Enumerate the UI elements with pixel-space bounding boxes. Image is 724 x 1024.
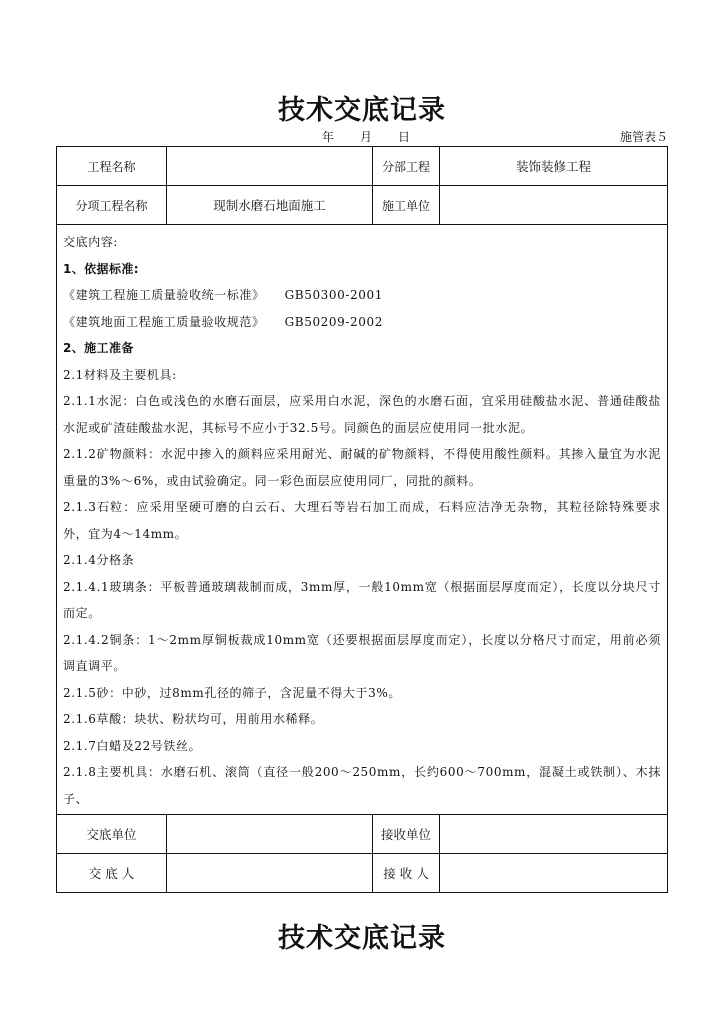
paragraph: 2.1.8主要机具：水磨石机、滚筒（直径一般200～250mm，长约600～700mm，混凝土或铁制）、木抹子、 xyxy=(63,765,661,806)
date-month: 月 xyxy=(360,130,373,144)
date-day: 日 xyxy=(398,130,411,144)
project-name-value xyxy=(167,147,373,186)
footer-row-units xyxy=(57,815,668,854)
paragraph: 2.1.4分格条 xyxy=(63,553,135,567)
handover-unit-label: 交底单位 xyxy=(57,815,167,854)
footer-row-persons xyxy=(57,854,668,893)
receiving-unit-value xyxy=(440,815,668,854)
receiver-value xyxy=(440,854,668,893)
page-title: 技术交底记录 xyxy=(278,95,446,126)
standard-1-code: GB50300-2001 xyxy=(284,288,383,302)
contractor-label: 施工单位 xyxy=(373,186,440,225)
handover-person-label: 交 底 人 xyxy=(57,854,167,893)
receiver-label: 接 收 人 xyxy=(373,854,440,893)
section-heading-preparation: 2、施工准备 xyxy=(63,341,134,355)
disclosure-form xyxy=(56,146,668,893)
content-row xyxy=(57,225,668,815)
handover-unit-value xyxy=(167,815,373,854)
standard-2-code: GB50209-2002 xyxy=(284,314,383,329)
header-row-project xyxy=(57,147,668,186)
receiving-unit-label: 接收单位 xyxy=(373,815,440,854)
header-row-subproject xyxy=(57,186,668,225)
paragraph: 2.1.3石粒：应采用坚硬可磨的白云石、大理石等岩石加工而成，石料应洁净无杂物，其粒径除特殊要求外，宜为4～14mm。 xyxy=(63,500,661,541)
paragraph: 2.1.2矿物颜料：水泥中掺入的颜料应采用耐光、耐碱的矿物颜料，不得使用酸性颜料。其掺入量宜为水泥重量的3%～6%，或由试验确定。同一彩色面层应使用同厂，同批的颜料。 xyxy=(63,447,661,488)
disclosure-content xyxy=(57,225,668,815)
standard-1-name: 《建筑工程施工质量验收统一标准》 xyxy=(63,288,265,302)
sub-project-label: 分项工程名称 xyxy=(57,186,167,225)
paragraph: 2.1.5砂：中砂，过8mm孔径的筛子，含泥量不得大于3%。 xyxy=(63,685,401,700)
paragraph: 2.1材料及主要机具: xyxy=(63,367,177,382)
form-number: 施管表５ xyxy=(619,130,668,144)
division-label: 分部工程 xyxy=(373,147,440,186)
date-line xyxy=(322,128,410,145)
paragraph: 2.1.1水泥：白色或浅色的水磨石面层，应采用白水泥，深色的水磨石面，宜采用硅酸盐水泥、普通硅酸盐水泥或矿渣硅酸盐水泥，其标号不应小于32.5号。同颜色的面层应使用同一批水泥。 xyxy=(63,394,661,435)
page-title-next: 技术交底记录 xyxy=(278,923,446,954)
standard-2-name: 《建筑地面工程施工质量验收规范》 xyxy=(63,314,265,329)
paragraph: 2.1.4.1玻璃条：平板普通玻璃裁制而成，3mm厚，一般10mm宽（根据面层厚度而定），长度以分块尺寸而定。 xyxy=(63,579,661,620)
division-value: 装饰装修工程 xyxy=(440,147,668,186)
content-intro: 交底内容: xyxy=(63,235,119,249)
paragraph: 2.1.6草酸：块状、粉状均可，用前用水稀释。 xyxy=(63,712,324,726)
sub-project-value: 现制水磨石地面施工 xyxy=(167,186,373,225)
standard-1 xyxy=(63,282,661,309)
date-year: 年 xyxy=(322,130,335,144)
section-heading-standards: 1、依据标准: xyxy=(63,261,139,276)
handover-person-value xyxy=(167,854,373,893)
paragraph: 2.1.4.2铜条：1～2mm厚铜板裁成10mm宽（还要根据面层厚度而定），长度以分格尺寸而定，用前必须调直调平。 xyxy=(63,632,661,673)
paragraph: 2.1.7白蜡及22号铁丝。 xyxy=(63,738,202,753)
project-name-label: 工程名称 xyxy=(57,147,167,186)
contractor-value xyxy=(440,186,668,225)
standard-2 xyxy=(63,309,661,336)
